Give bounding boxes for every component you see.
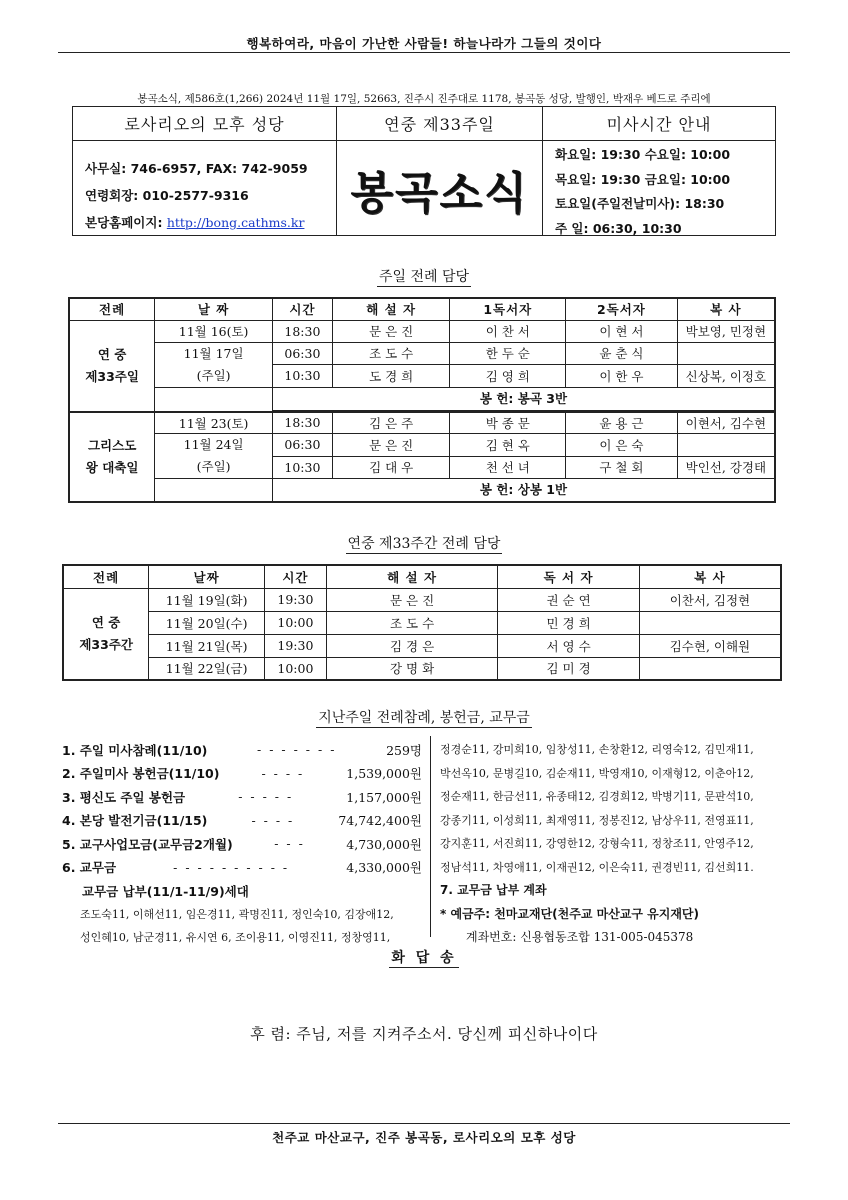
weekday-liturgy-table (62, 564, 782, 681)
table-row: 연 중 제33주일 11월 16(토) 18:30 문 은 진 이 찬 서 이 현 서 박보영, 민정현 (69, 320, 775, 342)
finance-section-title: 지난주일 전례참례, 봉헌금, 교무금 (318, 710, 530, 726)
office-phone: 사무실: 746-6957, FAX: 742-9059 (85, 161, 308, 176)
sunday-section-title: 주일 전례 담당 (378, 269, 470, 285)
table-row: 10:30 도 경 희 김 영 희 이 한 우 신상복, 이정호 (69, 365, 775, 388)
finance-item: 1. 주일 미사참례(11/10) - - - - - - - 259명 (62, 742, 422, 758)
week-title: 연중 제33주일 (337, 107, 542, 141)
table-row: 11월 17일 (주일) 06:30 조 도 수 한 두 순 윤 춘 식 (69, 342, 775, 365)
list-item: 강지훈11, 서진희11, 강영한12, 강형숙11, 정창조11, 안영주12, (440, 837, 754, 850)
table-row: 그리스도 왕 대축일 11월 23(토) 18:30 김 은 주 박 종 문 윤 용 근 이현서, 김수현 (69, 412, 775, 434)
homepage-link[interactable]: http://bong.cathms.kr (166, 215, 305, 230)
table-row: 11월 22일(금) 10:00 강 명 화 김 미 경 (63, 657, 781, 680)
liturgy-name: 그리스도 왕 대축일 (69, 412, 155, 503)
top-divider (58, 52, 790, 53)
account-holder: * 예금주: 천마교재단(천주교 마산교구 유지재단) (440, 906, 700, 921)
table-row: 10:30 김 대 우 천 선 녀 구 철 회 박인선, 강경태 (69, 456, 775, 479)
offering-row: 봉 헌: 상봉 1반 (69, 479, 775, 503)
masthead (72, 106, 776, 236)
refrain: 후 렴: 주님, 저를 지켜주소서. 당신께 피신하나이다 (250, 1025, 598, 1043)
table-row: 연 중 제33주간 11월 19일(화) 19:30 문 은 진 권 순 연 이찬서, 김정현 (63, 588, 781, 611)
finance-item: 6. 교무금 - - - - - - - - - - 4,330,000원 (62, 859, 422, 876)
list-item: 정남석11, 차영애11, 이재권12, 이은숙11, 권경빈11, 김선희11. (440, 860, 754, 874)
list-item: 강종기11, 이성희11, 최재영11, 정봉진12, 남상우11, 전영표11, (440, 813, 754, 827)
liturgy-name: 연 중 제33주일 (69, 320, 155, 412)
finance-item: 3. 평신도 주일 봉헌금 - - - - - 1,157,000원 (62, 789, 422, 805)
mass-time-line: 토요일(주일전날미사): 18:30 (555, 196, 725, 211)
mass-time-line: 화요일: 19:30 수요일: 10:00 (555, 147, 731, 162)
list-item: 정순재11, 한금선11, 유종태12, 김경희12, 박병기11, 문판석10, (440, 790, 754, 803)
bottom-divider (58, 1123, 790, 1124)
parish-name: 로사리오의 모후 성당 (73, 107, 336, 141)
column-divider (430, 736, 431, 937)
top-motto: 행복하여라, 마음이 가난한 사람들! 하늘나라가 그들의 것이다 (246, 36, 602, 51)
dues-title: 교무금 납부(11/1-11/9)세대 (82, 883, 249, 899)
table-row: 11월 24일 (주일) 06:30 문 은 진 김 현 옥 이 은 숙 (69, 434, 775, 457)
homepage-line: 본당홈페이지: http://bong.cathms.kr (85, 215, 305, 230)
table-header: 전례 날짜 시간 해 설 자 독 서 자 복 사 (63, 565, 781, 588)
table-row: 11월 21일(목) 19:30 김 경 은 서 영 수 김수현, 이해원 (63, 634, 781, 657)
sunday-liturgy-table (68, 297, 776, 503)
account-title: 7. 교무금 납부 계좌 (440, 883, 547, 897)
table-row: 11월 20일(수) 10:00 조 도 수 민 경 희 (63, 611, 781, 634)
list-item: 박선옥10, 문병길10, 김순재11, 박영재10, 이재형12, 이춘아12, (440, 766, 754, 780)
chair-phone: 연령회장: 010-2577-9316 (85, 188, 249, 203)
offering-row: 봉 헌: 봉곡 3반 (69, 387, 775, 410)
dues-names-continued (440, 738, 780, 950)
weekday-section-title: 연중 제33주간 전례 담당 (347, 536, 501, 552)
finance-item: 4. 본당 발전기금(11/15) - - - - 74,742,400원 (62, 812, 422, 829)
liturgy-name: 연 중 제33주간 (63, 588, 149, 680)
finance-item: 2. 주일미사 봉헌금(11/10) - - - - 1,539,000원 (62, 765, 422, 782)
table-header: 전례 날 짜 시간 해 설 자 1독서자 2독서자 복 사 (69, 298, 775, 320)
finance-list (62, 738, 422, 950)
finance-item: 5. 교구사업모금(교무금2개월) - - - 4,730,000원 (62, 836, 422, 852)
account-number: 계좌번호: 신용협동조합 131-005-045378 (466, 930, 694, 944)
responsorial-psalm-title: 화 답 송 (391, 950, 457, 966)
mass-time-line: 목요일: 19:30 금요일: 10:00 (555, 171, 731, 187)
mass-time-line: 주 일: 06:30, 10:30 (555, 220, 682, 236)
parish-info (73, 107, 337, 235)
mass-times-title: 미사시간 안내 (543, 107, 775, 141)
newsletter-title: 봉곡소식 (350, 167, 529, 219)
bottom-footer: 천주교 마산교구, 진주 봉곡동, 로사리오의 모후 성당 (272, 1130, 576, 1145)
publication-info: 봉곡소식, 제586호(1,266) 2024년 11월 17일, 52663, 진주시 진주대로 1178, 봉곡동 성당, 발행인, 박재우 베드로 주리에 (137, 93, 711, 105)
title-column (337, 107, 543, 235)
list-item: 정경순11, 강미희10, 임창성11, 손창환12, 리영숙12, 김민재11, (440, 743, 754, 756)
mass-times (543, 107, 775, 235)
dues-names: 조도숙11, 이해선11, 임은경11, 곽명진11, 정인숙10, 김장애12, 성인혜10, 남군경11, 유시연 6, 조이용11, 이영진11, 정창영11, (80, 907, 394, 944)
